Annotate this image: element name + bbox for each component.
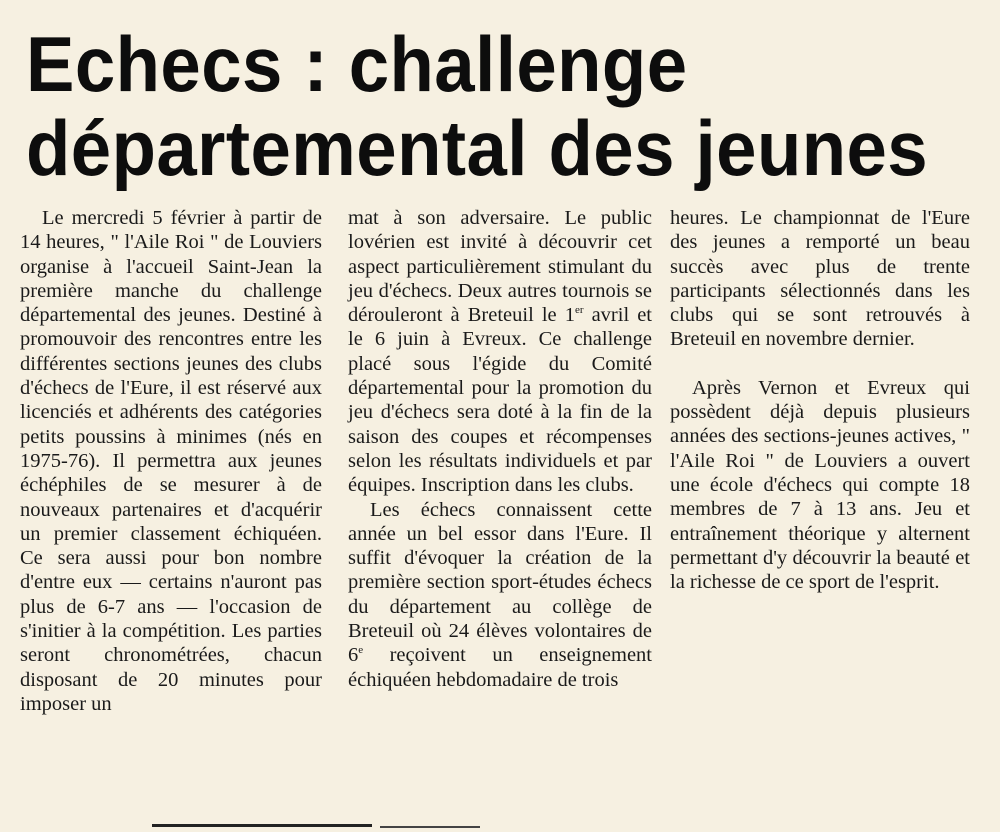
article-column-3 (670, 206, 970, 594)
article-column-1 (20, 206, 322, 716)
paragraph-text: avril et le 6 juin à Evreux. Ce challenge placé sous l'égide du Comité départemental pour la promotion du jeu d'échecs sera doté à la fin de la saison des coupes et récompenses selon les résultats individuels et par équipes. Inscription dans les clubs. (348, 304, 652, 497)
article-headline (26, 20, 929, 192)
article-column-2 (348, 206, 652, 692)
headline-line-1: Echecs : challenge (26, 20, 688, 108)
separator-rule (380, 826, 480, 828)
paragraph-text: reçoivent un enseignement échiquéen hebdomadaire de trois (348, 644, 652, 691)
paragraph-text: mat à son adversaire. Le public lovérien est invité à découvrir cet aspect particulièrement stimulant du jeu d'échecs. Deux autres tournois se dérouleront à Breteuil le 1 (348, 207, 652, 327)
paragraph: heures. Le championnat de l'Eure des jeunes a remporté un beau succès avec plus de trente participants sélectionnés dans les clubs qui se sont retrouvés à Breteuil en novembre dernier. (670, 207, 970, 351)
headline-line-2: départemental des jeunes (26, 104, 929, 192)
paragraph: Le mercredi 5 février à partir de 14 heures, " l'Aile Roi " de Louviers organise à l'accueil Saint-Jean la première manche du challenge départemental des jeunes. Destiné à promouvoir des rencontres entre les différentes sections jeunes des clubs d'échecs de l'Eure, il est réservé aux licenciés et adhérents des catégories petits poussins à minimes (nés en 1975-76). Il permettra aux jeunes échéphiles de se mesurer à de nouveaux partenaires et d'acquérir un premier classement échiquéen. Ce sera aussi pour bon nombre d'entre eux — certains n'auront pas plus de 6-7 ans — l'occasion de s'initier à la compétition. Les parties seront chronométrées, chacun disposant de 20 minutes pour imposer un (20, 207, 322, 715)
superscript: er (574, 304, 584, 317)
paragraph (348, 498, 652, 692)
superscript: e (358, 644, 364, 657)
separator-rule (152, 824, 372, 827)
paragraph (348, 206, 652, 498)
paragraph-text: Les échecs connaissent cette année un bel essor dans l'Eure. Il suffit d'évoquer la création de la première section sport-études échecs du département au collège de Breteuil où 24 élèves volontaires de 6 (348, 498, 652, 667)
paragraph: Après Vernon et Evreux qui possèdent déjà depuis plusieurs années des sections-jeunes actives, " l'Aile Roi " de Louviers a ouvert une école d'échecs qui compte 18 membres de 7 à 13 ans. Jeu et entraînement théorique y alternent permettant d'y découvrir la beauté et la richesse de ce sport de l'esprit. (670, 376, 970, 594)
